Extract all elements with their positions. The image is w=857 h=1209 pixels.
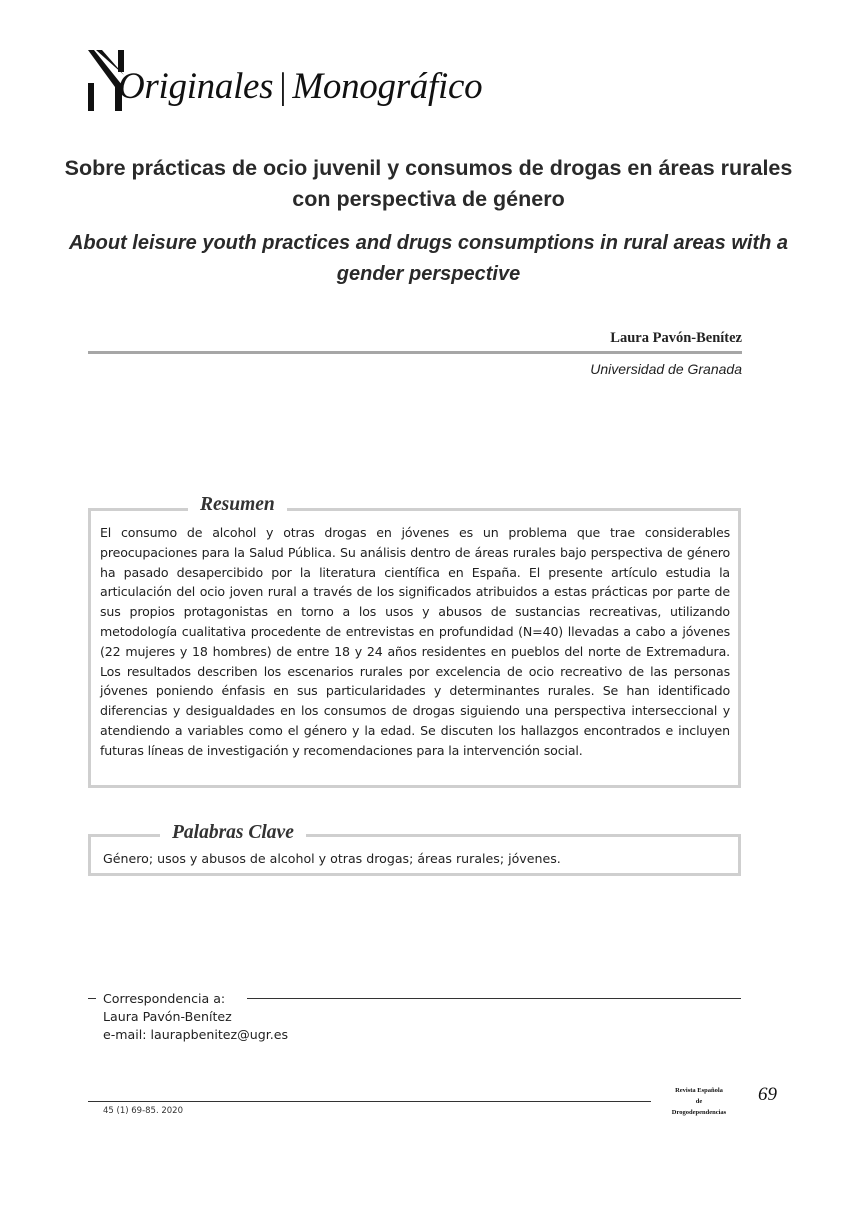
footer-journal-line: de [695,1098,703,1105]
page-number: 69 [758,1084,777,1105]
author-affiliation: Universidad de Granada [590,361,742,377]
footer-journal-line: Drogodependencias [671,1109,727,1116]
correspondence-label: Correspondencia a: [103,991,226,1006]
footer-journal-name [654,1085,744,1118]
correspondence-block [103,990,288,1044]
author-divider [88,351,742,354]
keywords-heading: Palabras Clave [160,822,306,844]
keywords-text: Género; usos y abusos de alcohol y otras drogas; áreas rurales; jóvenes. [103,851,561,866]
footer-journal-line: Revista Española [675,1087,723,1094]
header-category: Monográfico [292,66,483,107]
journal-header [88,45,548,115]
footer-issue: 45 (1) 69-85. 2020 [103,1106,183,1116]
header-section: Originales [118,66,274,107]
header-separator: | [279,66,287,107]
correspondence-name: Laura Pavón-Benítez [103,1009,232,1024]
abstract-text: El consumo de alcohol y otras drogas en jóvenes es un problema que trae considerables preocupaciones para la Salud Pública. Su análisis dentro de áreas rurales bajo perspectiva de género ha pasado desapercibido por la literatura científica en España. El presente artículo estudia la articulación del ocio joven rural a través de los significados atribuidos a estas prácticas por parte de sus propios protagonistas en torno a los usos y abusos de sustancias recreativas, utilizando metodología cualitativa procedente de entrevistas en profundidad (N=40) llevadas a cabo a jóvenes (22 mujeres y 18 hombres) de entre 18 y 24 años residentes en pueblos del norte de Extremadura. Los resultados describen los escenarios rurales por excelencia de ocio recreativo de las personas jóvenes poniendo énfasis en sus particularidades y determinantes rurales. Se han identificado diferencias y desigualdades en los consumos de drogas siguiendo una perspectiva interseccional y atendiendo a variables como el género y la edad. Se discuten los hallazgos encontrados e incluyen futuras líneas de investigación y recomendaciones para la intervención social. [100,525,730,758]
correspondence-divider [247,998,741,999]
header-title [118,65,482,108]
author-name: Laura Pavón-Benítez [610,330,742,346]
footer-divider [88,1101,651,1102]
article-title-english: About leisure youth practices and drugs consumptions in rural areas with a gender perspective [68,232,789,285]
correspondence-dash [88,998,96,999]
abstract-heading: Resumen [188,494,287,516]
article-title-spanish: Sobre prácticas de ocio juvenil y consumos de drogas en áreas rurales con perspectiva de género [64,156,793,211]
correspondence-email: e-mail: laurapbenitez@ugr.es [103,1027,289,1042]
